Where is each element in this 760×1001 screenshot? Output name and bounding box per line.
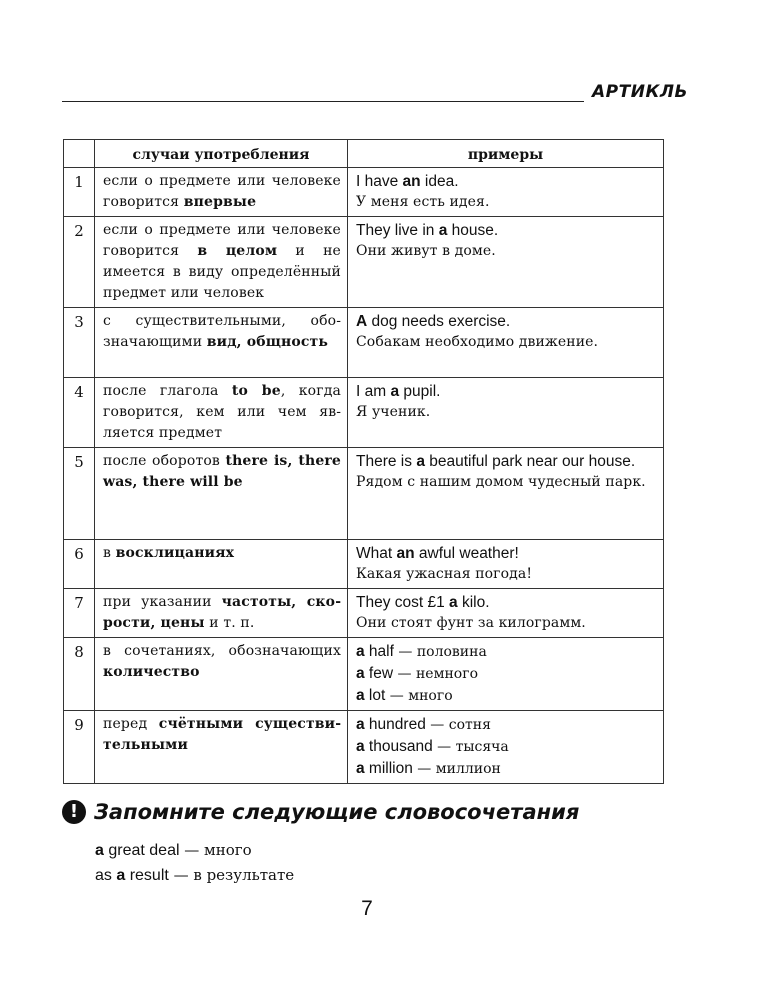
example-russian: Какая ужасная погода! xyxy=(356,566,533,582)
exclamation-icon: ! xyxy=(62,800,86,824)
case-keyword: впервые xyxy=(183,194,257,210)
usage-examples xyxy=(348,540,664,589)
case-text: перед xyxy=(103,716,159,732)
row-number: 3 xyxy=(64,308,95,378)
usage-examples xyxy=(348,168,664,217)
table-header-row xyxy=(64,140,664,168)
example-english xyxy=(356,311,657,332)
article-word: a xyxy=(449,594,458,611)
row-number: 7 xyxy=(64,589,95,638)
case-text: и т. п. xyxy=(204,615,255,631)
example-english xyxy=(356,171,657,192)
example-russian: — тысяча xyxy=(432,739,509,755)
example-russian: — сотня xyxy=(425,717,491,733)
example-english xyxy=(356,592,657,613)
phrase-item xyxy=(95,838,294,863)
usage-examples xyxy=(348,308,664,378)
case-text: с существительными, обозначающими xyxy=(103,313,341,350)
example-pair xyxy=(356,758,657,780)
case-keyword: вид, общность xyxy=(206,334,329,350)
case-text: если о предмете или человеке говорится xyxy=(103,222,341,259)
example-english xyxy=(356,543,657,564)
article-word: a xyxy=(356,665,365,682)
usage-case xyxy=(95,711,348,784)
usage-case xyxy=(95,589,348,638)
row-number: 6 xyxy=(64,540,95,589)
article-word: an xyxy=(402,173,421,190)
example-text: They cost £1 xyxy=(356,594,450,611)
section-title: АРТИКЛЬ xyxy=(592,82,688,102)
usage-examples xyxy=(348,217,664,308)
example-english: thousand xyxy=(364,738,433,755)
table-row xyxy=(64,308,664,378)
example-russian: Они живут в доме. xyxy=(356,243,496,259)
case-keyword: количество xyxy=(103,664,200,680)
case-keyword: there is, there was, there will be xyxy=(103,453,341,490)
article-word: a xyxy=(390,383,400,400)
example-english: few xyxy=(364,665,394,682)
usage-examples xyxy=(348,589,664,638)
row-number: 5 xyxy=(64,448,95,540)
row-number: 1 xyxy=(64,168,95,217)
row-number: 8 xyxy=(64,638,95,711)
usage-case xyxy=(95,638,348,711)
example-text: awful weather! xyxy=(414,545,519,562)
column-header-number xyxy=(64,140,95,168)
example-text: beautiful park near our house. xyxy=(424,453,636,470)
example-pair xyxy=(356,685,657,707)
example-english xyxy=(356,220,657,241)
example-text: I am xyxy=(356,383,391,400)
phrase-russian: — в результате xyxy=(168,866,295,884)
memo-heading xyxy=(62,800,579,824)
header-rule xyxy=(62,101,584,102)
row-number: 2 xyxy=(64,217,95,308)
example-russian: Рядом с нашим домом чудесный парк. xyxy=(356,474,646,490)
case-text: после глагола xyxy=(103,383,232,399)
column-header-examples: примеры xyxy=(348,140,664,168)
article-word: a xyxy=(116,867,126,884)
row-number: 4 xyxy=(64,378,95,448)
article-word: a xyxy=(356,687,365,704)
case-keyword: to be xyxy=(231,383,281,399)
example-russian: Собакам необходимо движение. xyxy=(356,334,599,350)
case-keyword: счётными существительными xyxy=(103,716,341,753)
example-english: lot xyxy=(364,687,386,704)
article-word: a xyxy=(356,716,365,733)
case-text: и не имеется в виду определённый предмет или человек xyxy=(103,243,341,301)
example-english: half xyxy=(364,643,394,660)
example-russian: — половина xyxy=(393,644,487,660)
case-text: в сочетаниях, обозначающих xyxy=(103,643,341,659)
table-row xyxy=(64,638,664,711)
usage-examples xyxy=(348,448,664,540)
case-text: , когда говорится, кем или чем является предмет xyxy=(103,383,342,441)
article-usage-table xyxy=(63,139,664,784)
example-text: pupil. xyxy=(399,383,441,400)
table-row xyxy=(64,540,664,589)
example-russian: — миллион xyxy=(412,761,501,777)
phrase-english: result xyxy=(125,867,169,884)
example-text: I have xyxy=(356,173,403,190)
phrase-russian: — много xyxy=(179,841,252,859)
example-text: There is xyxy=(356,453,417,470)
case-text: если о предмете или человеке говорится xyxy=(103,173,341,210)
example-russian: — много xyxy=(385,688,453,704)
usage-case xyxy=(95,540,348,589)
case-keyword: частоты, скорости, цены xyxy=(103,594,341,631)
example-russian: У меня есть идея. xyxy=(356,194,490,210)
article-word: a xyxy=(95,842,104,859)
example-text: They live in xyxy=(356,222,439,239)
example-english: hundred xyxy=(364,716,426,733)
article-word: a xyxy=(438,222,448,239)
usage-examples xyxy=(348,711,664,784)
usage-case xyxy=(95,217,348,308)
example-russian: — немного xyxy=(393,666,478,682)
example-text: What xyxy=(356,545,397,562)
case-text: после оборотов xyxy=(103,453,226,469)
example-pair xyxy=(356,641,657,663)
usage-case xyxy=(95,168,348,217)
table-row xyxy=(64,448,664,540)
example-pair xyxy=(356,714,657,736)
example-text: dog needs exercise. xyxy=(367,313,511,330)
phrase-item xyxy=(95,863,294,888)
memo-title: Запомните следующие словосочетания xyxy=(94,800,580,824)
table-row xyxy=(64,378,664,448)
case-keyword: восклицаниях xyxy=(115,545,235,561)
table-row xyxy=(64,711,664,784)
article-word: a xyxy=(416,453,425,470)
column-header-cases: случаи употребления xyxy=(95,140,348,168)
usage-case xyxy=(95,378,348,448)
article-word: a xyxy=(356,760,365,777)
phrase-list xyxy=(95,838,294,888)
page-number: 7 xyxy=(361,897,373,920)
example-pair xyxy=(356,663,657,685)
phrase-english: great deal xyxy=(103,842,180,859)
example-pair xyxy=(356,736,657,758)
usage-examples xyxy=(348,378,664,448)
table-body xyxy=(64,168,664,784)
row-number: 9 xyxy=(64,711,95,784)
example-english: million xyxy=(364,760,413,777)
example-text: idea. xyxy=(420,173,459,190)
example-text: kilo. xyxy=(457,594,490,611)
case-text: при указании xyxy=(103,594,222,610)
usage-case xyxy=(95,448,348,540)
case-keyword: в целом xyxy=(197,243,278,259)
case-text: в xyxy=(103,545,116,561)
example-russian: Они стоят фунт за килограмм. xyxy=(356,615,586,631)
example-russian: Я ученик. xyxy=(356,404,431,420)
table-row xyxy=(64,217,664,308)
article-word: an xyxy=(396,545,415,562)
example-text: house. xyxy=(447,222,499,239)
table-row xyxy=(64,168,664,217)
example-english xyxy=(356,381,657,402)
article-word: A xyxy=(356,313,368,330)
usage-examples xyxy=(348,638,664,711)
article-word: a xyxy=(356,643,365,660)
example-english xyxy=(356,451,657,472)
table-row xyxy=(64,589,664,638)
phrase-prefix: as xyxy=(95,867,117,884)
usage-case xyxy=(95,308,348,378)
article-word: a xyxy=(356,738,365,755)
